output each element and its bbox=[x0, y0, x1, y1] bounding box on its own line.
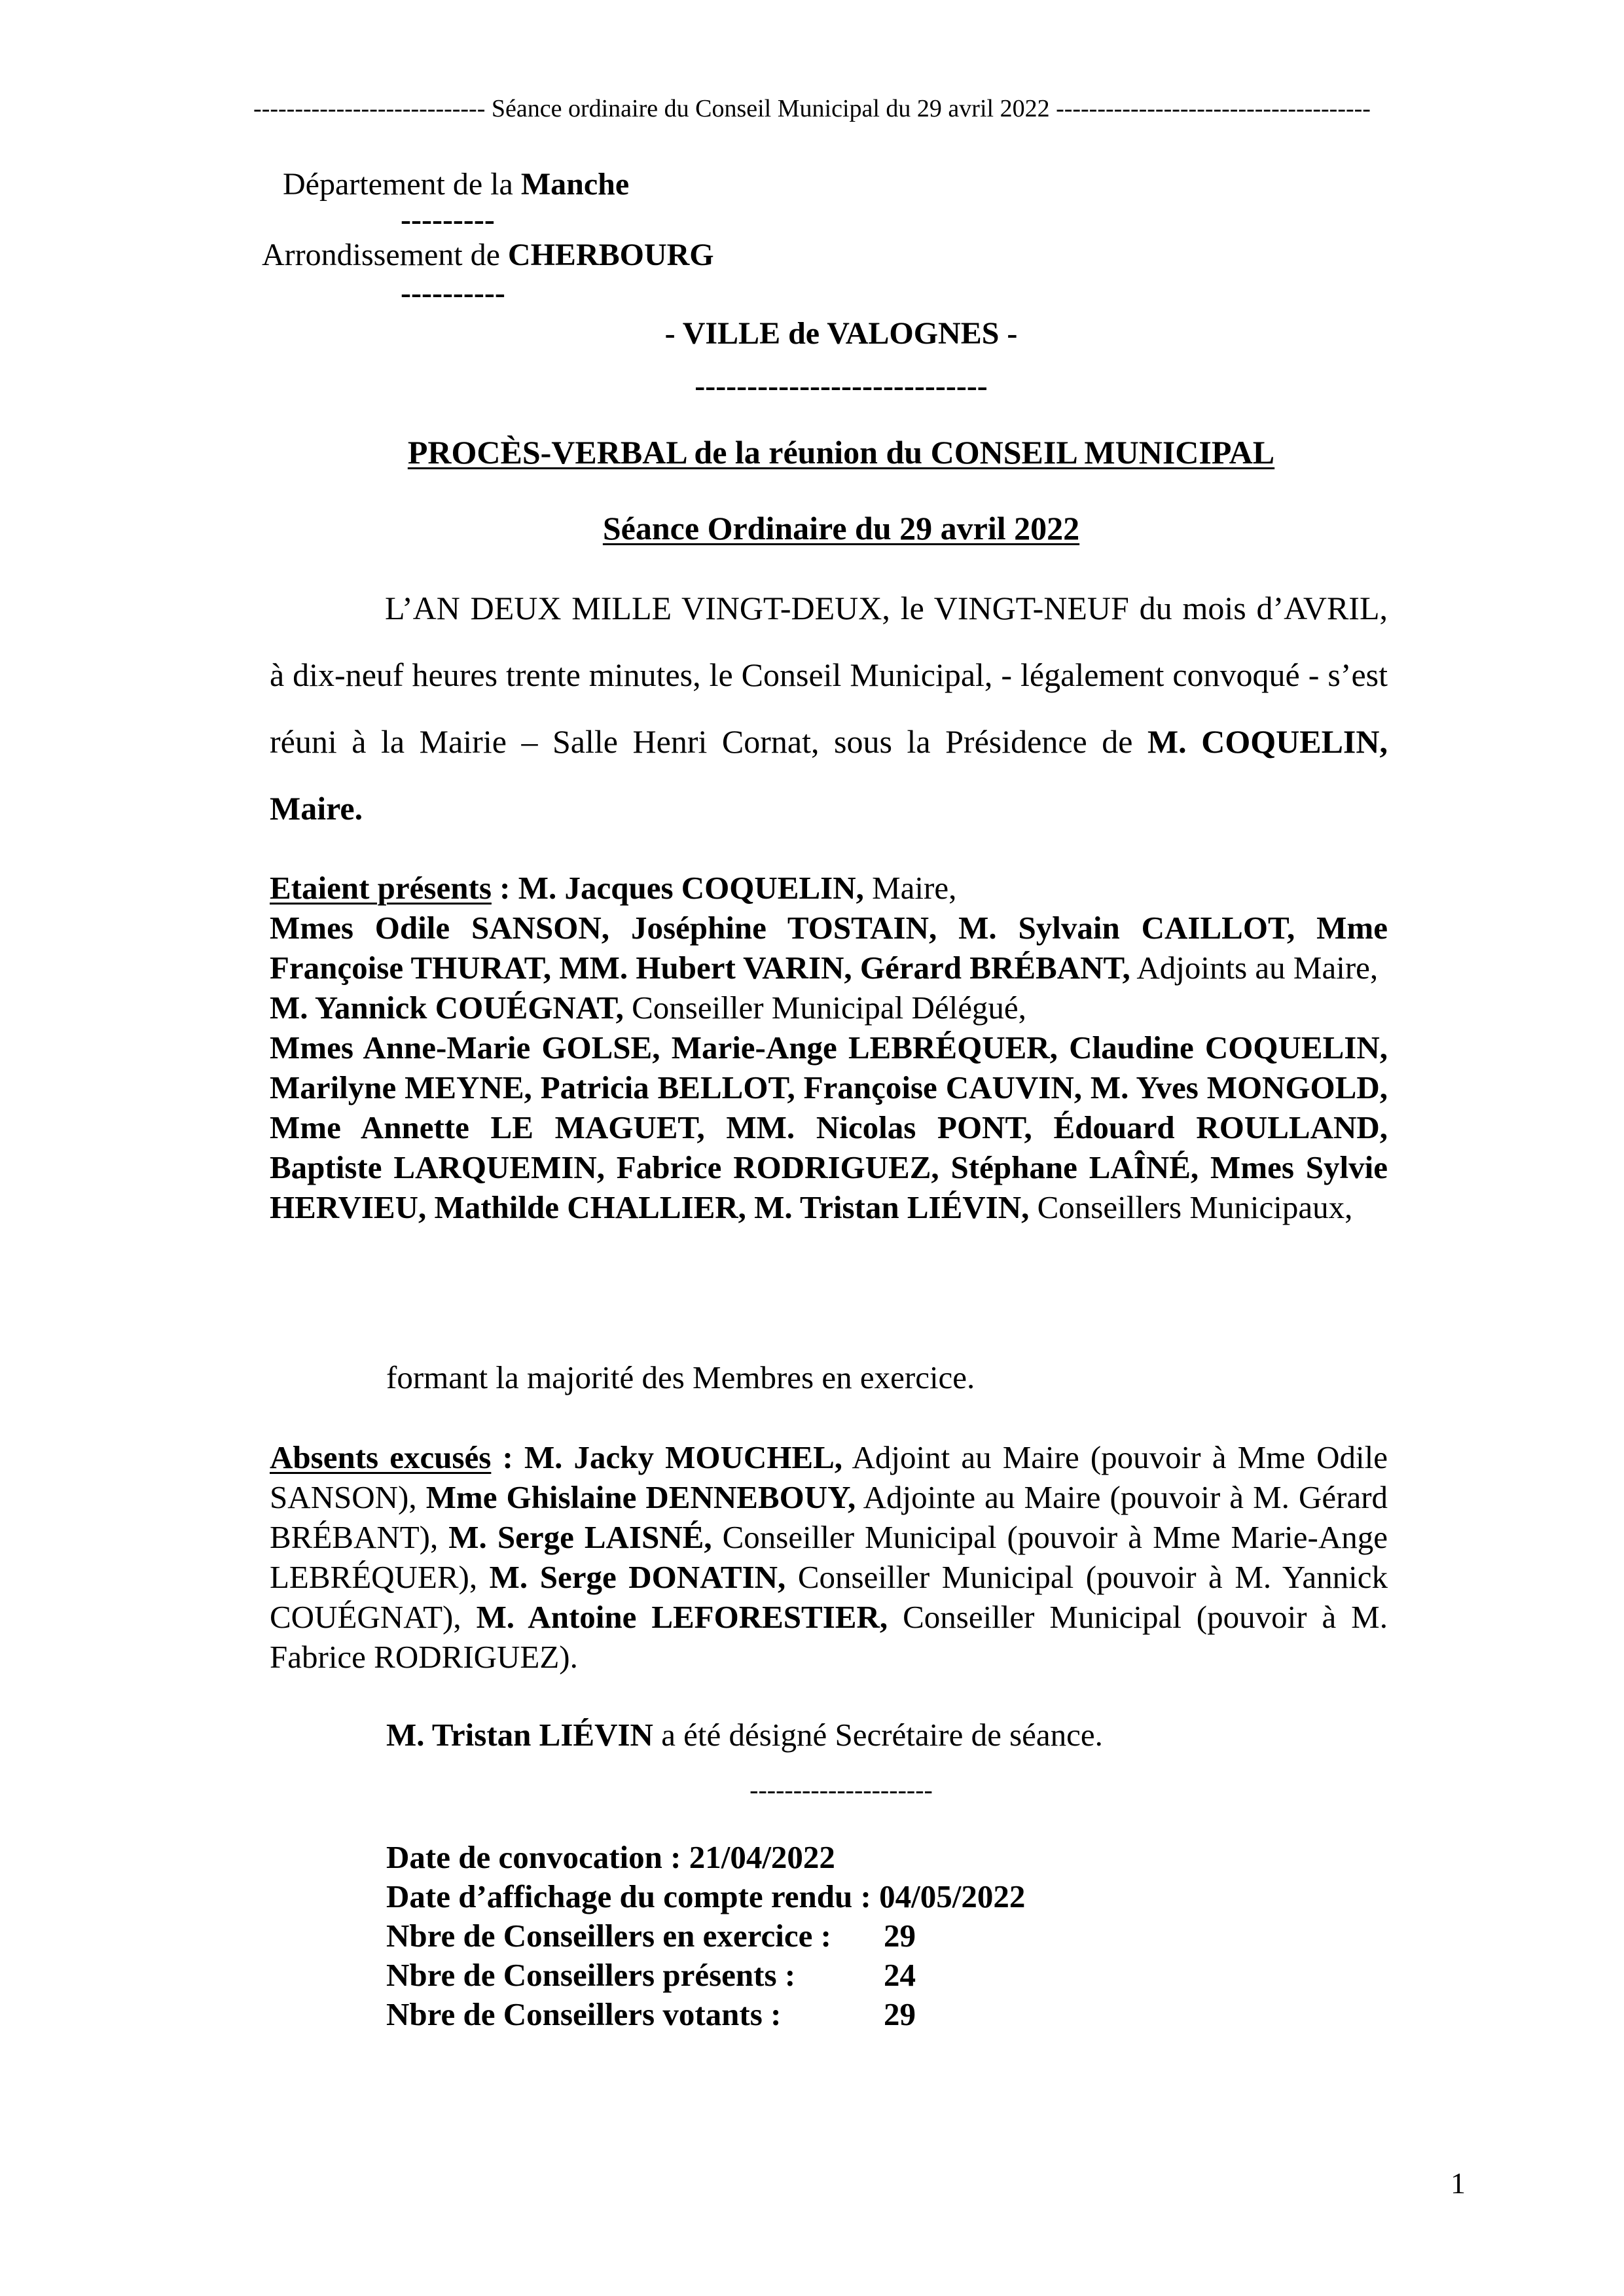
presents-delegue bbox=[270, 988, 1388, 1028]
arrondissement-prefix: Arrondissement de bbox=[262, 238, 508, 272]
presents-delegue-role: Conseiller Municipal Délégué, bbox=[623, 990, 1026, 1026]
presents-section bbox=[270, 868, 1388, 1227]
stat-affichage: Date d’affichage du compte rendu : 04/05/2022 bbox=[386, 1878, 1026, 1914]
presents-maire-name: M. Jacques COQUELIN, bbox=[518, 870, 864, 906]
page-number: 1 bbox=[1451, 2166, 1466, 2200]
absent-2-text: Adjointe au Maire (pouvoir à M. Gérard BRÉBANT), bbox=[270, 1479, 1388, 1555]
absent-1-text: Adjoint au Maire (pouvoir à Mme Odile SANSON), bbox=[270, 1439, 1388, 1515]
arrondissement-line bbox=[262, 236, 714, 275]
running-header: ---------------------------- Séance ordinaire du Conseil Municipal du 29 avril 2022 -------------------------------------- bbox=[253, 95, 1371, 122]
presents-colon: : bbox=[491, 870, 518, 906]
stat-convocation: Date de convocation : 21/04/2022 bbox=[386, 1839, 835, 1875]
stat-exercice-label: Nbre de Conseillers en exercice : bbox=[386, 1918, 831, 1954]
absents-label: Absents excusés bbox=[270, 1439, 492, 1475]
absents-colon: : bbox=[491, 1439, 524, 1475]
absent-3-name: M. Serge LAISNÉ, bbox=[448, 1519, 712, 1555]
presents-conseillers-role: Conseillers Municipaux, bbox=[1029, 1189, 1353, 1225]
intro-text: L’AN DEUX MILLE VINGT-DEUX, le VINGT-NEUF du mois d’AVRIL, à dix-neuf heures trente minutes, le Conseil Municipal, - légalement convoqué - s’est réuni à la Mairie – Salle Henri Cornat, sous la Présidence de bbox=[270, 590, 1388, 760]
departement-dash: --------- bbox=[401, 202, 495, 237]
pv-title bbox=[0, 432, 1624, 473]
absent-2-name: Mme Ghislaine DENNEBOUY, bbox=[425, 1479, 856, 1515]
presents-adjoints-names: Mmes Odile SANSON, Joséphine TOSTAIN, M. Sylvain CAILLOT, Mme Françoise THURAT, MM. Hubert VARIN, Gérard BRÉBANT, bbox=[270, 910, 1388, 986]
separator: --------------------- bbox=[749, 1775, 933, 1804]
stat-presents-label: Nbre de Conseillers présents : bbox=[386, 1957, 796, 1993]
departement-line bbox=[283, 165, 629, 204]
absent-3-text: Conseiller Municipal (pouvoir à Mme Marie-Ange LEBRÉQUER), bbox=[270, 1519, 1388, 1595]
pv-title-text: PROCÈS-VERBAL de la réunion du CONSEIL MUNICIPAL bbox=[407, 434, 1275, 471]
arrondissement-dash: ---------- bbox=[401, 276, 505, 310]
presents-maire-line bbox=[270, 868, 1388, 908]
presents-maire-role: Maire, bbox=[863, 870, 957, 906]
absent-1-name: M. Jacky MOUCHEL, bbox=[524, 1439, 843, 1475]
presents-adjoints bbox=[270, 908, 1388, 988]
departement-name: Manche bbox=[520, 167, 630, 202]
ville-title: - VILLE de VALOGNES - bbox=[664, 316, 1018, 351]
absent-5-name: M. Antoine LEFORESTIER, bbox=[476, 1599, 888, 1635]
stat-votants-value: 29 bbox=[884, 1996, 916, 2032]
secretaire-line bbox=[386, 1715, 1103, 1755]
presents-label: Etaient présents bbox=[270, 870, 492, 906]
seance-title-text: Séance Ordinaire du 29 avril 2022 bbox=[602, 510, 1080, 547]
seance-title bbox=[0, 508, 1624, 548]
stat-votants-label: Nbre de Conseillers votants : bbox=[386, 1996, 782, 2032]
secretaire-text: a été désigné Secrétaire de séance. bbox=[653, 1717, 1103, 1753]
stat-exercice bbox=[386, 1916, 916, 1956]
arrondissement-name: CHERBOURG bbox=[507, 238, 714, 272]
absent-4-name: M. Serge DONATIN, bbox=[489, 1559, 786, 1595]
majorite-line: formant la majorité des Membres en exercice. bbox=[386, 1359, 975, 1395]
presents-conseillers bbox=[270, 1028, 1388, 1227]
secretaire-name: M. Tristan LIÉVIN bbox=[386, 1717, 653, 1753]
absents-section bbox=[270, 1437, 1388, 1677]
ville-rule: ---------------------------- bbox=[695, 368, 988, 403]
stat-exercice-value: 29 bbox=[884, 1918, 916, 1954]
absent-5-text: Conseiller Municipal (pouvoir à M. Fabrice RODRIGUEZ). bbox=[270, 1599, 1388, 1675]
stat-presents-value: 24 bbox=[884, 1957, 916, 1993]
departement-prefix: Département de la bbox=[283, 167, 521, 202]
stat-presents bbox=[386, 1956, 916, 1995]
presents-adjoints-role: Adjoints au Maire, bbox=[1130, 950, 1379, 986]
presents-delegue-name: M. Yannick COUÉGNAT, bbox=[270, 990, 624, 1026]
intro-paragraph bbox=[270, 575, 1388, 842]
presents-conseillers-names: Mmes Anne-Marie GOLSE, Marie-Ange LEBRÉQUER, Claudine COQUELIN, Marilyne MEYNE, Patricia BELLOT, Françoise CAUVIN, M. Yves MONGOLD, Mme Annette LE MAGUET, MM. Nicolas PONT, Édouard ROULLAND, Baptiste LARQUEMIN, Fabrice RODRIGUEZ, Stéphane LAÎNÉ, Mmes Sylvie HERVIEU, Mathilde CHALLIER, M. Tristan LIÉVIN, bbox=[270, 1030, 1388, 1225]
intro-president: M. COQUELIN, Maire. bbox=[270, 723, 1388, 827]
absent-4-text: Conseiller Municipal (pouvoir à M. Yannick COUÉGNAT), bbox=[270, 1559, 1388, 1635]
stat-votants bbox=[386, 1995, 916, 2034]
